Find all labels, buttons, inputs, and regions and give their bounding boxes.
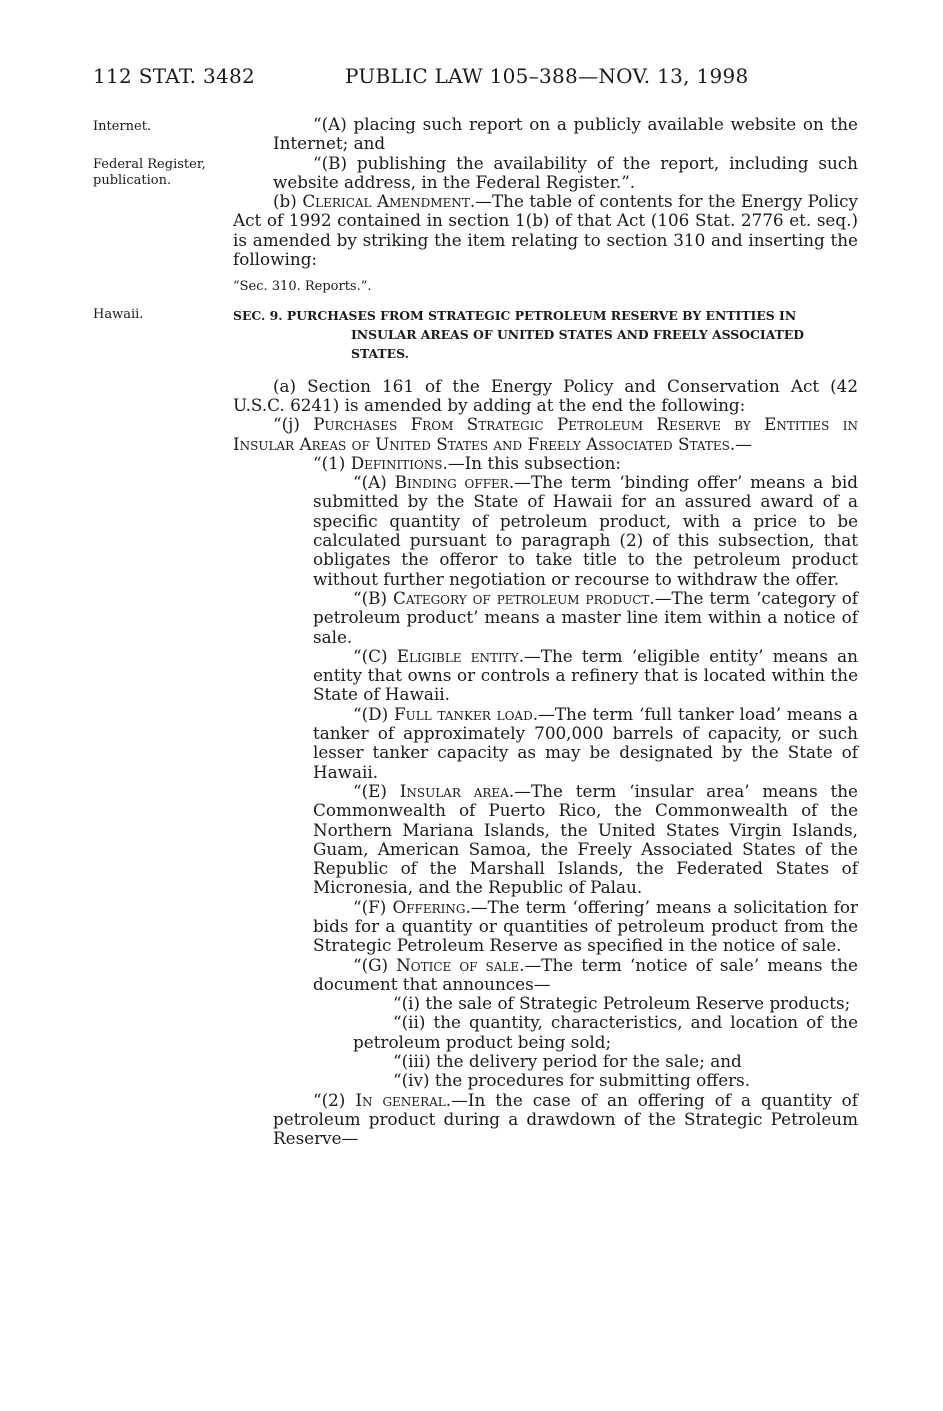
paragraph-lead: “(D) <box>353 703 394 724</box>
definition-full-tanker-load <box>233 705 858 782</box>
paragraph-lead: “(F) <box>353 896 393 917</box>
paragraph-definitions <box>233 454 858 473</box>
paragraph-lead: (b) <box>273 191 303 212</box>
paragraph-lead: “(E) <box>353 780 400 801</box>
paragraph: (a) Section 161 of the Energy Policy and Conservation Act (42 U.S.C. 6241) is amended by adding at the end the following: <box>233 375 858 415</box>
paragraph-lead: “(C) <box>353 645 397 666</box>
paragraph-text: .— <box>729 433 752 454</box>
clause-i: “(i) the sale of Strategic Petroleum Reserve products; <box>393 993 851 1014</box>
paragraph-text: .—The term ‘full tanker load’ means a tanker of approximately 700,000 barrels of capacity, or such lesser tanker capacity as may be designated by the State of Hawaii. <box>313 703 858 782</box>
paragraph-heading: Offering <box>392 896 466 917</box>
margin-note-federal-register <box>93 157 206 189</box>
margin-note-internet: Internet. <box>93 119 152 134</box>
paragraph-heading: Insular area <box>399 780 509 801</box>
margin-note-hawaii: Hawaii. <box>93 307 144 322</box>
paragraph-text: .—In the case of an offering of a quantity of petroleum product during a drawdown of the Strategic Petroleum Reserve— <box>273 1089 858 1149</box>
clause-iv: “(iv) the procedures for submitting offers. <box>393 1070 751 1091</box>
paragraph-lead: “(G) <box>353 954 397 975</box>
definition-eligible-entity <box>233 647 858 705</box>
definition-category <box>233 589 858 647</box>
paragraph-heading: Clerical Amendment <box>302 191 470 212</box>
paragraph: “(A) placing such report on a publicly available website on the Internet; and <box>273 114 858 154</box>
paragraph-heading: Notice of sale <box>396 954 520 975</box>
paragraph-heading: Definitions <box>350 452 443 473</box>
paragraph-heading: Category of petroleum product <box>392 587 650 608</box>
paragraph-text: .—In this subsection: <box>442 452 622 473</box>
paragraph-heading: Eligible entity <box>396 645 519 666</box>
definition-offering <box>233 898 858 956</box>
paragraph-heading: Purchases From Strategic Petroleum Reserve by Entities in Insular Areas of United States and Freely Associated States <box>233 414 858 454</box>
definition-binding-offer <box>233 473 858 589</box>
paragraph-heading: Binding offer <box>394 472 509 493</box>
paragraph-heading: Full tanker load <box>393 703 533 724</box>
paragraph-text: .—The term ‘eligible entity’ means an entity that owns or controls a refinery that is located within the State of Hawaii. <box>313 645 858 705</box>
definition-notice-of-sale <box>233 956 858 995</box>
clause-iii: “(iii) the delivery period for the sale; and <box>393 1051 742 1072</box>
paragraph-lead: “(B) <box>353 587 393 608</box>
paragraph-text: .—The term ‘category of petroleum product’ means a master line item within a notice of sale. <box>313 587 859 647</box>
stat-page-number: 112 STAT. 3482 <box>93 64 256 88</box>
paragraph-lead: “(1) <box>313 452 351 473</box>
margin-note-line: Federal Register, <box>93 157 206 172</box>
paragraph-text: .—The term ‘binding offer’ means a bid submitted by the State of Hawaii for an assured award of a specific quantity of petroleum product, with a price to be calculated pursuant to paragraph (2) of this subsection, that obligates the offeror to take title to the petroleum product without further negotiation or recourse to withdraw the offer. <box>313 472 858 589</box>
paragraph-text: .—The term ‘offering’ means a solicitation for bids for a quantity or quantities of petroleum product from the Strategic Petroleum Reserve as specified in the notice of sale. <box>313 896 858 956</box>
section-heading: SEC. 9. PURCHASES FROM STRATEGIC PETROLEUM RESERVE BY ENTITIES IN INSULAR AREAS OF UNITED STATES AND FREELY ASSOCIATED STATES. <box>233 307 805 361</box>
definition-insular-area <box>233 782 858 898</box>
toc-item: “Sec. 310. Reports.”. <box>233 279 372 295</box>
body-text <box>233 115 858 1149</box>
paragraph-lead: “(A) <box>353 472 395 493</box>
paragraph-lead: “(j) <box>273 414 314 435</box>
paragraph-lead: “(2) <box>313 1089 356 1110</box>
running-header: PUBLIC LAW 105–388—NOV. 13, 1998 <box>345 64 749 88</box>
paragraph-heading: In general <box>355 1089 446 1110</box>
paragraph-text: .—The table of contents for the Energy Policy Act of 1992 contained in section 1(b) of that Act (106 Stat. 2776 et. seq.) is amended by striking the item relating to section 310 and inserting the following: <box>233 191 858 270</box>
margin-note-line: publication. <box>93 173 172 188</box>
paragraph-text: .—The term ‘notice of sale’ means the document that announces— <box>313 954 858 994</box>
paragraph-in-general <box>233 1091 858 1149</box>
paragraph-clerical-amendment <box>233 192 858 269</box>
paragraph-subsection-j <box>233 415 858 454</box>
paragraph-text: .—The term ‘insular area’ means the Commonwealth of Puerto Rico, the Commonwealth of the Northern Mariana Islands, the United States Virgin Islands, Guam, American Samoa, the Freely Associated States of the Republic of the Marshall Islands, the Federated States of Micronesia, and the Republic of Palau. <box>313 780 858 898</box>
paragraph: “(B) publishing the availability of the report, including such website address, in the Federal Register.”. <box>273 152 858 192</box>
clause-ii: “(ii) the quantity, characteristics, and location of the petroleum product being sold; <box>353 1012 858 1052</box>
